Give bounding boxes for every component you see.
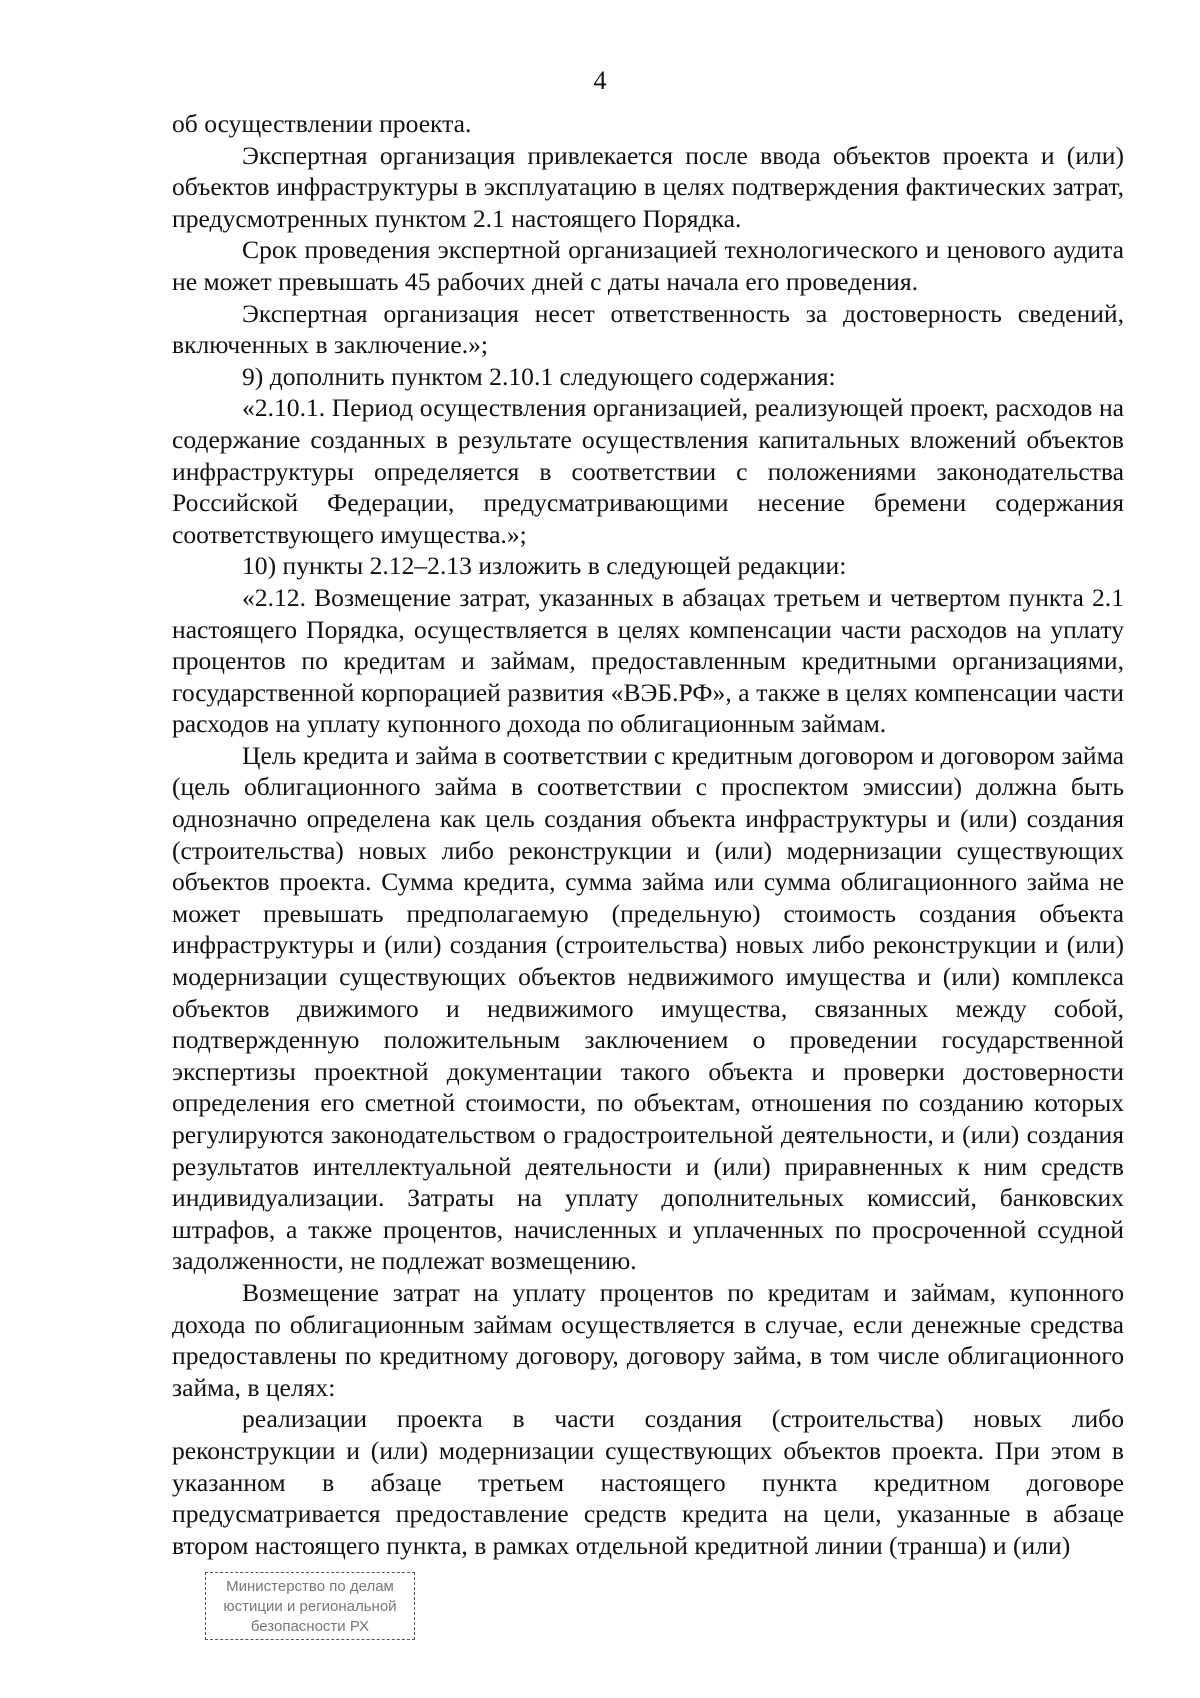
page-number: 4: [593, 66, 607, 95]
paragraph: 9) дополнить пунктом 2.10.1 следующего содержания:: [242, 361, 836, 391]
paragraph: Возмещение затрат на уплату процентов по кредитам и займам, купонного дохода по облигационным займам осуществляется в случае, если денежные средства предоставлены по кредитному договору, договору займа, в том числе облигационного займа, в целях:: [172, 1277, 1124, 1402]
paragraph: Цель кредита и займа в соответствии с кредитным договором и договором займа (цель облигационного займа в соответствии с проспектом эмиссии) должна быть однозначно определена как цель создания объекта инфраструктуры и (или) создания (строительства) новых либо реконструкции и (или) модернизации существующих объектов проекта. Сумма кредита, сумма займа или сумма облигационного займа не может превышать предполагаемую (предельную) стоимость создания объекта инфраструктуры и (или) создания (строительства) новых либо реконструкции и (или) модернизации существующих объектов недвижимого имущества и (или) комплекса объектов движимого и недвижимого имущества, связанных между собой, подтвержденную положительным заключением о проведении государственной экспертизы проектной документации такого объекта и проверки достоверности определения его сметной стоимости, по объектам, отношения по созданию которых регулируются законодательством о градостроительной деятельности, и (или) создания результатов интеллектуальной деятельности и (или) приравненных к ним средств индивидуализации. Затраты на уплату дополнительных комиссий, банковских штрафов, а также процентов, начисленных и уплаченных по просроченной ссудной задолженности, не подлежат возмещению.: [172, 740, 1124, 1276]
stamp-line: Министерство по делам: [226, 1578, 394, 1595]
paragraph: Экспертная организация несет ответственность за достоверность сведений, включенных в заключение.»;: [172, 298, 1124, 360]
registration-stamp: [205, 1572, 415, 1640]
paragraph: «2.10.1. Период осуществления организацией, реализующей проект, расходов на содержание созданных в результате осуществления капитальных вложений объектов инфраструктуры определяется в соответствии с положениями законодательства Российской Федерации, предусматривающими несение бремени содержания соответствующего имущества.»;: [172, 393, 1124, 549]
paragraph: 10) пункты 2.12–2.13 изложить в следующей редакции:: [242, 551, 847, 581]
stamp-line: безопасности РХ: [250, 1618, 370, 1635]
paragraph: Экспертная организация привлекается после ввода объектов проекта и (или) объектов инфраструктуры в эксплуатацию в целях подтверждения фактических затрат, предусмотренных пунктом 2.1 настоящего Порядка.: [172, 140, 1124, 233]
paragraph: реализации проекта в части создания (строительства) новых либо реконструкции и (или) модернизации существующих объектов проекта. При этом в указанном в абзаце третьем настоящего пункта кредитном договоре предусматривается предоставление средств кредита на цели, указанные в абзаце втором настоящего пункта, в рамках отдельной кредитной линии (транша) и (или): [172, 1404, 1124, 1560]
paragraph: об осуществлении проекта.: [172, 109, 472, 138]
document-body: [172, 108, 1124, 1561]
paragraph: «2.12. Возмещение затрат, указанных в абзацах третьем и четвертом пункта 2.1 настоящего Порядка, осуществляется в целях компенсации части расходов на уплату процентов по кредитам и займам, предоставленным кредитными организациями, государственной корпорацией развития «ВЭБ.РФ», а также в целях компенсации части расходов на уплату купонного дохода по облигационным займам.: [172, 582, 1124, 739]
stamp-line: юстиции и региональной: [223, 1598, 397, 1615]
paragraph: Срок проведения экспертной организацией технологического и ценового аудита не может превышать 45 рабочих дней с даты начала его проведения.: [172, 235, 1124, 296]
